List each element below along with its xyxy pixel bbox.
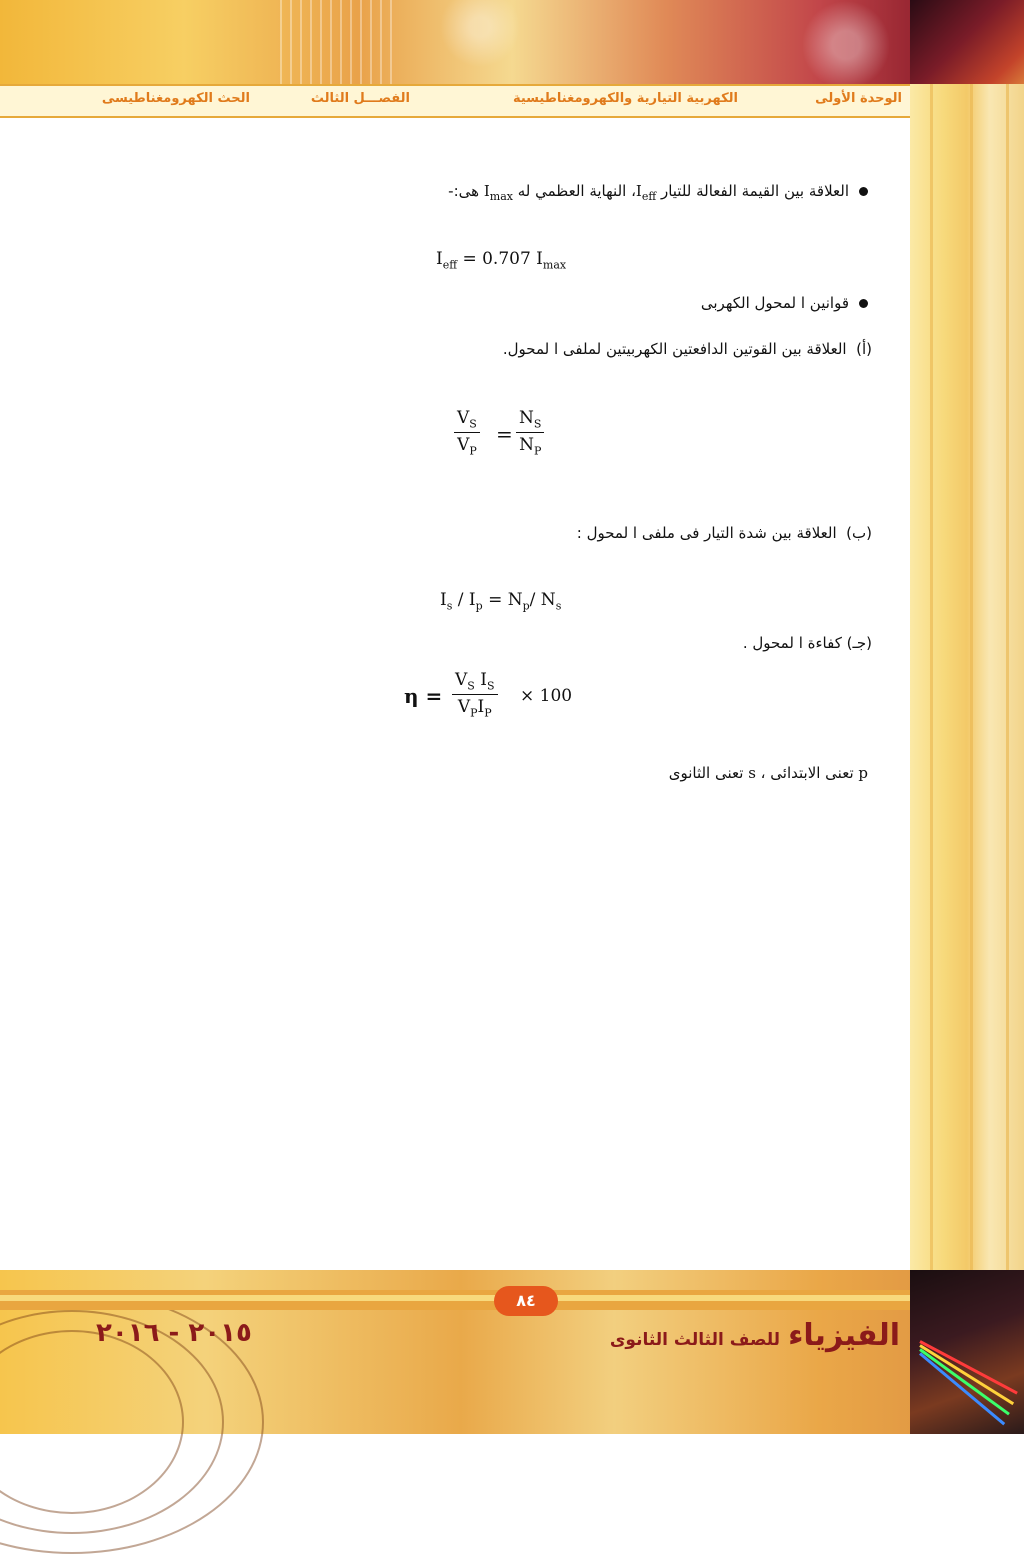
efficiency-symbol: η =: [404, 684, 443, 708]
equation-ieff: $I_{eff} = 0.707$ $I_{max}$: [436, 249, 567, 272]
light-ray: [919, 1344, 1014, 1405]
prism-decoration: [910, 1270, 1024, 1434]
item-text: العلاقة بين القوتين الدافعتين الكهربيتين لملفى ا لمحول.: [502, 340, 847, 358]
bullet-eff-relation: [448, 182, 868, 203]
item-label: (أ): [856, 340, 872, 358]
title-text: الفيزياء: [788, 1318, 900, 1353]
text: قوانين ا لمحول الكهربى: [700, 294, 849, 312]
item-text: كفاءة ا لمحول .: [742, 634, 842, 652]
item-c: [743, 634, 872, 652]
times-hundred: × 100: [520, 686, 573, 706]
item-label: (ب): [846, 524, 872, 542]
page-number: ٨٤: [494, 1286, 558, 1316]
bullet-icon: [859, 299, 868, 308]
item-text: العلاقة بين شدة التيار فى ملفى ا لمحول :: [576, 524, 837, 542]
item-label: (جـ): [846, 634, 872, 652]
subtitle-text: للصف الثالث الثانوى: [609, 1330, 781, 1350]
i-max-symbol: $I_{max}$: [483, 182, 513, 203]
text: تعنى الثانوى: [668, 764, 749, 782]
header-chapter: الفصـــل الثالث: [310, 91, 410, 106]
header-topic: الكهربية التيارية والكهرومغناطيسية: [512, 91, 738, 106]
bullet-icon: [859, 187, 868, 196]
item-a: [503, 340, 872, 358]
book-title: [610, 1318, 900, 1353]
equals-sign: =: [496, 422, 513, 446]
text: هى:-: [448, 182, 484, 200]
item-b: [577, 524, 872, 542]
text: العلاقة بين القيمة الفعالة للتيار: [656, 182, 849, 200]
note-p-s: [669, 764, 868, 782]
bullet-transformer-laws: [701, 294, 868, 312]
academic-years: ٢٠١٥ - ٢٠١٦: [96, 1318, 252, 1348]
symbol-s: s: [748, 764, 756, 782]
fraction-ns-np: $N_S$ $N_P$: [516, 408, 544, 458]
text: تعنى الابتدائى ،: [755, 764, 859, 782]
symbol-p: p: [858, 764, 868, 782]
i-eff-symbol: $I_{eff}$: [635, 182, 657, 203]
text: ، النهاية العظمي له: [512, 182, 636, 200]
equation-current-ratio: $I_s / I_p = N_p/$ $N_s$: [440, 590, 562, 613]
header-unit: الوحدة الأولى: [815, 91, 902, 106]
fraction-efficiency: $V_S$ $I_S$ $V_PI_P$: [452, 670, 498, 720]
header-lesson: الحث الكهرومغناطيسى: [101, 91, 250, 106]
fraction-vs-vp: $V_S$ $V_P$: [454, 408, 480, 458]
